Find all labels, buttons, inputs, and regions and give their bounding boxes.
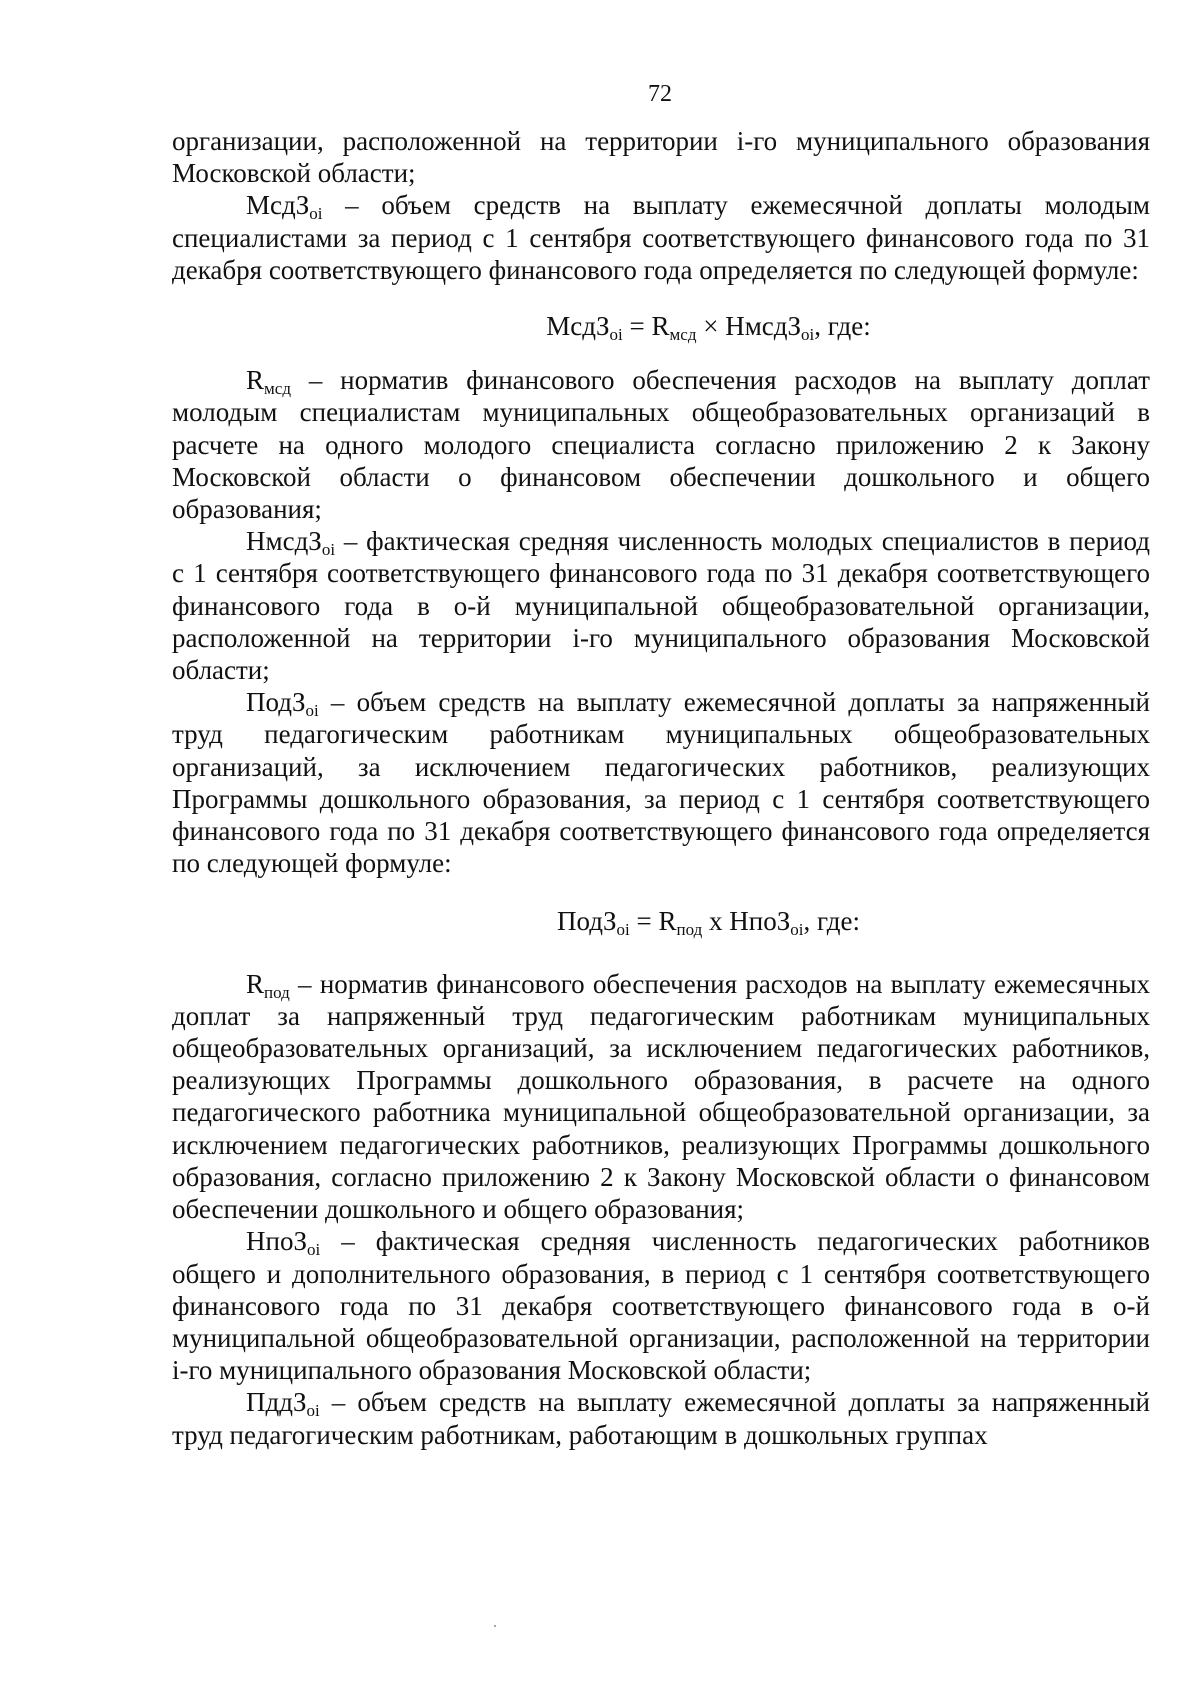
paragraph-text: – объем средств на выплату ежемесячной доплаты за напряженный труд педагогическим работникам муниципальных общеобразовательных организаций, за исключением педагогических работников, реализующих Программы дошкольного образования, за период с 1 сентября соответствующего финансового года по 31 декабря соответствующего финансового года определяется по следующей формуле: bbox=[172, 687, 1150, 879]
formula-right-subscript: oi bbox=[790, 920, 804, 940]
variable-name: НмсдЗ bbox=[246, 526, 322, 557]
paragraph-text: – норматив финансового обеспечения расходов на выплату ежемесячных доплат за напряженный труд педагогическим работникам муниципальных общеобразовательных организаций, за исключением педагогических работников, реализующих Программы дошкольного образования, в расчете на одного педагогического работника муниципальной общеобразовательной организации, за исключением педагогических работников, реализующих Программы дошкольного образования, согласно приложению 2 к Закону Московской области о финансовом обеспечении дошкольного и общего образования; bbox=[172, 968, 1150, 1225]
variable-name: R bbox=[246, 968, 265, 999]
paragraph-text: организации, расположенной на территории i-го муниципального образования Московской области; bbox=[172, 126, 1150, 189]
formula-right-subscript: oi bbox=[801, 325, 815, 345]
paragraph-rpod-definition bbox=[172, 968, 1150, 1226]
formula-left: ПодЗ bbox=[557, 906, 617, 937]
formula-times: х НпоЗ bbox=[702, 906, 791, 937]
paragraph-podz-definition bbox=[172, 686, 1150, 879]
formula-times: × НмсдЗ bbox=[696, 311, 802, 342]
paragraph-text: – фактическая средняя численность молодых специалистов в период с 1 сентября соответствующего финансового года по 31 декабря соответствующего финансового года в о-й муниципальной общеобразовательной организации, расположенной на территории i-го муниципального образования Московской области; bbox=[172, 526, 1150, 686]
scan-speck bbox=[494, 1625, 496, 1627]
variable-name: ПддЗ bbox=[246, 1387, 307, 1418]
paragraph-npoz-definition bbox=[172, 1225, 1150, 1386]
paragraph-text: – объем средств на выплату ежемесячной доплаты молодым специалистами за период с 1 сентября соответствующего финансового года по 31 декабря соответствующего финансового года определяется по следующей формуле: bbox=[172, 190, 1150, 285]
variable-subscript: oi bbox=[306, 1401, 320, 1421]
variable-subscript: oi bbox=[321, 540, 336, 560]
formula-left: МсдЗ bbox=[546, 311, 610, 342]
variable-subscript: oi bbox=[306, 1240, 321, 1260]
formula-r-subscript: мсд bbox=[669, 325, 697, 345]
variable-subscript: oi bbox=[309, 204, 323, 224]
variable-subscript: мсд bbox=[264, 379, 291, 399]
variable-name: ПодЗ bbox=[246, 687, 306, 718]
variable-subscript: под bbox=[264, 982, 290, 1002]
formula-equals: = R bbox=[622, 311, 670, 342]
paragraph-rmsd-definition bbox=[172, 364, 1150, 525]
variable-name: R bbox=[246, 365, 265, 396]
paragraph-pddz-definition bbox=[172, 1386, 1150, 1450]
body-text bbox=[172, 125, 1150, 1451]
formula-tail: , где: bbox=[803, 906, 860, 937]
paragraph-text: – фактическая средняя численность педагогических работников общего и дополнительного образования, в период с 1 сентября соответствующего финансового года по 31 декабря соответствующего финансового года в о-й муниципальной общеобразовательной организации, расположенной на территории i-го муниципального образования Московской области; bbox=[172, 1226, 1150, 1386]
paragraph-text: – объем средств на выплату ежемесячной доплаты за напряженный труд педагогическим работникам, работающим в дошкольных группах bbox=[172, 1387, 1150, 1450]
paragraph-nmsdz-definition bbox=[172, 525, 1150, 686]
formula-podz bbox=[172, 905, 1150, 940]
formula-left-subscript: oi bbox=[616, 920, 630, 940]
paragraph-msdz-definition bbox=[172, 189, 1150, 286]
formula-msdz bbox=[172, 310, 1150, 345]
variable-subscript: oi bbox=[305, 701, 319, 721]
variable-name: МсдЗ bbox=[246, 190, 310, 221]
formula-left-subscript: oi bbox=[609, 325, 623, 345]
variable-name: НпоЗ bbox=[246, 1226, 307, 1257]
formula-equals: = R bbox=[629, 906, 677, 937]
formula-tail: , где: bbox=[814, 311, 871, 342]
formula-r-subscript: под bbox=[676, 920, 703, 940]
page-number: 72 bbox=[648, 81, 672, 107]
paragraph-text: – норматив финансового обеспечения расходов на выплату доплат молодым специалистам муниципальных общеобразовательных организаций в расчете на одного молодого специалиста согласно приложению 2 к Закону Московской области о финансовом обеспечении дошкольного и общего образования; bbox=[172, 365, 1150, 525]
paragraph-continuation bbox=[172, 125, 1150, 189]
